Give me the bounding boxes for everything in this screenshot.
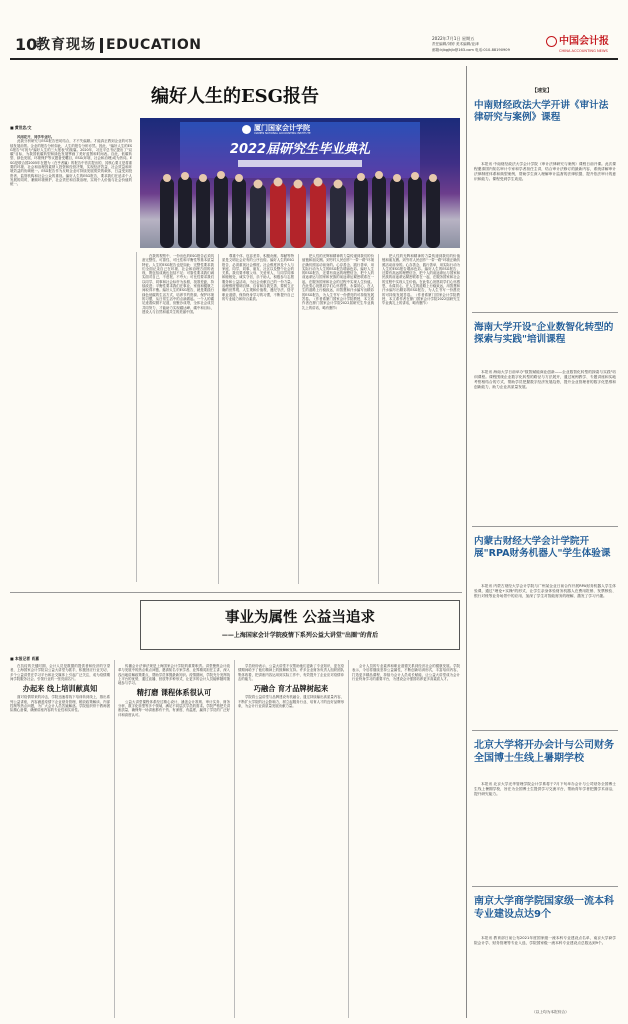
main-col2-text: 在我的观察中，一份出色的ESG报告必须具备完整性、可靠性、可比性和平衡性等基本质量特征。人生的ESG报告也是如此：完整性要求我们全面记录自己在环境、社会和治理方面的表现，既包括成就也包括不足；可靠性要求我们诚实面对自己，不虚报、不夸大；可比性要求我们以同学、同事和社会标杆为参照，找准差距，持续改进；平衡性要求我们在事业、家庭和健康之间取得平衡。编好人生的ESG报告，就是要践行绿色低碳的生活方式，培养节约资源、保护环境的习惯，从日常生活中的点滴做起。一个人的碳足迹看似微不足道，但聚沙成塔，全体社会成员共同努力，才能助力实现碳达峰、碳中和目标，建设人与自然和谐共生的美丽中国。: [142, 254, 214, 314]
main-col2: [142, 254, 214, 584]
second-subheadline: ——上海国家会计学院疫情下系列公益大讲堂"出圈"的背后: [221, 632, 379, 639]
column-rule: [114, 660, 115, 1018]
paper-name: 中国会计报: [559, 36, 609, 47]
second-subhead-2: 精打磨 课程体系很认可: [136, 688, 212, 698]
main-col4: [302, 254, 374, 584]
main-headline: 编好人生的ESG报告: [150, 86, 320, 107]
sidebar-item-text: 本报讯 海南大学日前举办"数智赋能商业创新——企业数智化转型的探索与实践"培训课程。课程围绕企业数字化转型的路径与方法展开，通过案例教学、专题讲座和实地考察相结合的方式，帮助学员把握数字经济发展趋势，提升企业管理者的数字化思维和创新能力，助力企业高质量发展。: [474, 370, 616, 389]
section-title-en: EDUCATION: [106, 37, 202, 53]
sidebar-item-body: [474, 936, 616, 1010]
graduation-photo: [140, 118, 460, 248]
main-article-lead-column: [10, 135, 132, 585]
sidebar-label: 【速览】: [532, 88, 553, 94]
paper-name-en: CHINA ACCOUNTING NEWS: [559, 49, 608, 53]
sidebar-footnote: （以上均为本报综合）: [532, 1010, 569, 1014]
school-name: 厦门国家会计学院: [254, 124, 310, 132]
sidebar-item-title: 南京大学商学院国家级一流本科专业建设点达9个: [474, 896, 614, 920]
sidebar-item-title: 中南财经政法大学开讲《审计法律研究与案例》课程: [474, 100, 609, 123]
second-col2-text: 传播会计法律法规是上海国家会计学院的重要职责。讲堂聚焦会计改革与发展中的热点难点问题，邀请知名专家学者、业界精英担任主讲，深入浅出地讲解政策要点，帮助学员掌握最新知识。疫情期间，学院充分发挥线上平台的优势，通过直播、回放等多种形式，让更多的会计人员能够随时随地参与学习。: [118, 664, 230, 686]
page-number: 10: [15, 35, 38, 54]
sidebar-divider: [472, 886, 618, 887]
section-divider-rule: [10, 592, 462, 593]
second-subhead-1: 办起来 线上培训献真知: [22, 684, 98, 694]
sidebar-item-body: [474, 584, 616, 720]
graduates-group: [140, 170, 460, 248]
second-col4-text: 会计人员的专业素养和职业道德关系到经济社会的健康发展。学院表示，今后将继续坚持公益属性，不断创新培训形式，丰富培训内容，打造更多精品课程，持续为会计人员成长赋能，让公益大讲堂成为会计行业终身学习的重要平台，为建设会计强国培养更多高素质人才。: [352, 664, 460, 681]
second-subhead-3: 巧融合 育才品牌树起来: [253, 684, 329, 694]
front-row: [250, 182, 346, 248]
main-col5: [382, 254, 460, 584]
sidebar: [472, 66, 618, 1018]
second-col1: [10, 664, 110, 1018]
sidebar-item-text: 本报讯 中南财经政法大学会计学院《审计法律研究与案例》课程日前开课。此次课程邀请国内知名审计专家和学者担任主讲，结合审计法修订的最新内容，系统讲解审计法律制度体系和典型案例，帮助学生深入理解审计监督的法律依据，提升依法审计的意识和能力。课程受到学生欢迎。: [474, 162, 616, 181]
sidebar-item-body: [474, 162, 616, 302]
main-col3-text: 尊重个体、包容差异，积极贡献、奉献等特质是文明社会应有的公序良俗。编好人生的ESG报告，必须重视社会维度。社会维度涉及个人与家庭、同学、同事、朋友、社区以及整个社会的关系。我们要孝敬父母、关爱家人，与同学同事和睦相处，诚实守信，乐于助人，积极参与志愿服务和公益活动，为社会贡献自己的一份力量。治理维度强调自律、自省和自我完善，要树立正确的世界观、人生观和价值观，遵纪守法，恪守职业道德，保持终身学习的习惯，不断提升自己的专业能力和综合素质。: [222, 254, 294, 301]
second-col1b-text: 面对疫情带来的冲击，学院迅速将线下培训转到线上，推出系列公益讲座，内容涵盖疫情下企业财务管理、税收政策解读、内部控制等热点问题，为广大会计人员答疑解惑。学院组织骨干教师团队精心备课，确保讲座内容的专业性和实用性。: [10, 695, 110, 713]
sidebar-item-body: [474, 370, 616, 518]
column-rule: [348, 660, 349, 1018]
sidebar-item-title: 内蒙古财经大学会计学院开展"RPA财务机器人"学生体验课: [474, 536, 611, 559]
editor-line: 责任编辑/刘婷 美术编辑/亚津: [432, 42, 479, 46]
second-col1-text: 在抗疫的关键时期，会计人员是数据的提供者和经济的守望者，上海国家会计学院以公益大讲堂为抓手，积极回应行业关切，多个公益讲堂在学习平台和社交媒体上引起广泛关注，成为疫情期间学院服务社会、引领行业的一张亮丽名片。: [10, 664, 110, 681]
sidebar-item-title: 北京大学将开办会计与公司财务全国博士生线上暑期学校: [474, 740, 614, 764]
sidebar-item-text: 本报讯 教育部日前公布2021年度国家级一流本科专业建设点名单，南京大学商学院会计学、财务管理等专业入选，学院国家级一流本科专业建设点总数达到9个。: [474, 936, 616, 945]
ceremony-subtext: [238, 160, 362, 167]
sidebar-item-text: 本报讯 北京大学光华管理学院会计学系将于7月下旬举办会计与公司财务全国博士生线上暑期学校，旨在为全国博士生提供学习交流平台，帮助青年学者把握学术前沿，提升研究能力。: [474, 782, 616, 796]
main-col1-text: 此我分析研究与ESG报告密切结合，才不失偏颇。才能真正教到企业的可持续发展前景。企业的报告分析如此，人生的报告分析亦然。因此，"编好人生的ESG报告"可视为"编好人生的三大报表"的续篇。2020年，习近平总书记提出了"双碳"目标，为我国低碳转型和绿色发展擘画了美好蓝图和时间表。自此，低碳转型、绿色发展、环境保护等议题备受瞩目，ESG(环境、社会和治理)成为热词。ESG是联合国2005年在题为《在乎者赢》的报告中首次提出的，其核心要义是将重要的环境、社会和治理因素纳入投资和经营决策，实现经济效益、社会效益和环境效益的协调统一。ESG报告作为反映企业可持续发展绩效的载体，日益受到投资者、监管机构和社会公众的重视。编好人生的ESG报告，要求我们在追求个人发展的同时，兼顾环境保护、社会责任和自我治理，实现个人价值与社会价值的统一。: [10, 139, 132, 187]
sidebar-divider: [472, 526, 618, 527]
column-rule: [298, 254, 299, 584]
main-col4-text: 把人性的光辉和精神的力量传递到我们的价值链和朋友圈。到穷村人民创作"一带一路"环境正确仿照活动前身的。心存善念、践行善举，用实际行动为人生的ESG报告增添色彩。编好人生的ESG报告，还要有高远的理想信念，把个人的前途命运与国家和民族的前途命运紧密联系在一起，在服务国家和社会的过程中实现人生价值。在此衷心祝愿同学们心怀感恩、永葆初心，在人生的道路上行稳致远，用智慧和汗水编写出精彩的ESG报告，为人生书写一份漂亮的可持续发展答卷。（作者系厦门国家会计学院教授，本文系作者在厦门国家会计学院2022届研究生毕业典礼上的讲话，略有删节）: [302, 254, 374, 310]
school-logo-icon: [242, 125, 251, 134]
sidebar-divider: [472, 312, 618, 313]
masthead: [0, 0, 628, 62]
ceremony-banner: 2022届研究生毕业典礼: [229, 142, 371, 157]
sidebar-item-text: 本报讯 内蒙古财经大学会计学院与广州某企业日前合作开展RPA财务机器人学生体验课，通过"理论+实操"的形式，让学生亲身体验财务机器人在费用报销、发票核验、银行对账等业务场景中的应用，加深了学生对智能财务的理解，激发了学习兴趣。: [474, 584, 616, 598]
section-title-cn: 教育现场: [36, 37, 96, 53]
second-col2b-text: 公益大讲堂课程体系经过精心设计，涵盖会计准则、审计实务、财务分析、数字化转型等多个领域，满足不同层次学员的需求。学院严格把关讲座质量，确保每一场讲座都有干货、有深度、有温度，赢得了学员的广泛好评和高度认可。: [118, 699, 230, 717]
sidebar-rule: [466, 66, 467, 1018]
main-col3: [222, 254, 294, 584]
second-headline-box: [140, 600, 460, 650]
masthead-rule: [10, 58, 618, 60]
sidebar-divider: [472, 730, 618, 731]
column-rule: [378, 254, 379, 584]
school-name-en: XIAMEN NATIONAL ACCOUNTING INSTITUTE: [254, 132, 311, 135]
second-col3b-text: 学院将公益讲堂与品牌建设有机融合，通过持续输出高质量内容，不断扩大学院的社会影响力，树立起服务行业、培育人才的良好品牌形象，为会计行业高质量发展贡献力量。: [238, 695, 344, 709]
second-headline: 事业为属性 公益当追求: [224, 609, 376, 626]
main-col5-text: 把人性的光辉和精神的力量传递到我们的价值链和朋友圈。到穷村人民创作"一带一路"环境正确仿照活动前身的。心存善念、践行善举，用实际行动为人生的ESG报告增添色彩。编好人生的ESG报告，还要有高远的理想信念，把个人的前途命运与国家和民族的前途命运紧密联系在一起，在服务国家和社会的过程中实现人生价值。在此衷心祝愿同学们心怀感恩、永葆初心，在人生的道路上行稳致远，用智慧和汗水编写出精彩的ESG报告，为人生书写一份漂亮的可持续发展答卷。（作者系厦门国家会计学院教授，本文系作者在厦门国家会计学院2022届研究生毕业典礼上的讲话，略有删节）: [382, 254, 460, 306]
column-rule: [218, 254, 219, 584]
contact-line: 邮箱:kjbgjhjb@163.com 电话:010-88190909: [432, 48, 510, 52]
second-col3: [238, 664, 344, 1018]
sidebar-item-body: [474, 782, 616, 878]
sidebar-item-title: 海南大学开设"企业数智化转型的探索与实践"培训课程: [474, 322, 614, 345]
second-col4: [352, 664, 460, 1018]
date-line: 2022年7月1日 星期五: [432, 36, 475, 41]
second-col2: [118, 664, 230, 1018]
paper-logo-icon: [546, 36, 557, 47]
section-divider: [100, 38, 103, 53]
second-byline: ■ 本报记者 肖嘉: [10, 656, 40, 661]
main-byline: ■ 黄世忠/文: [10, 125, 32, 130]
main-lead: 风雨花开，同学毕业时。: [17, 135, 55, 139]
column-rule: [234, 660, 235, 1018]
second-col3-text: 学员纷纷表示，公益大讲堂不仅帮助他们更新了专业知识，更在疫情期间给予了他们精神上的鼓舞和支持。许多企业财务负责人组织团队集体收看，把讲座内容运用到实际工作中，有效提升了企业应对疫情冲击的能力。: [238, 664, 344, 681]
column-rule: [136, 252, 137, 582]
